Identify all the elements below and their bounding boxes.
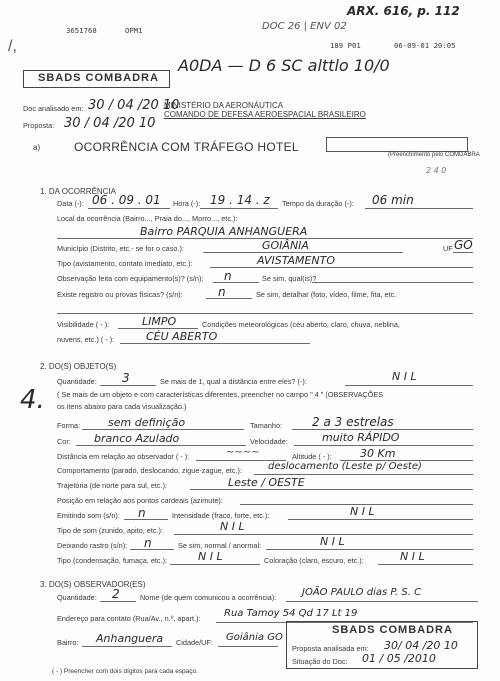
footer-note: ( - ) Preencher com dois dígitos para cada espaço.	[52, 668, 198, 675]
tipo-som-value: N I L	[220, 520, 245, 533]
stamp-proposta-value: 30 / 04 /20 10	[64, 116, 156, 131]
ministry-line-1: MINISTÉRIO DA AERONÁUTICA	[164, 101, 284, 110]
coloracao-value: N I L	[400, 550, 425, 563]
rastro-normal-label: Se sim, normal / anormal:	[178, 541, 262, 550]
hora-label: Hora (-):	[173, 199, 201, 208]
s3-quantidade-label: Quantidade:	[57, 593, 97, 602]
distancia-entre-label: Se mais de 1, qual a distância entre eles? (-):	[160, 377, 307, 386]
tipo-value: AVISTAMENTO	[257, 254, 336, 267]
nome-label: Nome (de quem comunicou a ocorrência):	[140, 593, 277, 602]
stamp-proposta-label: Proposta:	[23, 121, 55, 130]
endereco-label: Endereço para contato (Rua/Av., n.º, apart.):	[57, 614, 201, 623]
distancia-entre-value: N I L	[392, 370, 417, 383]
uf-label: UF	[443, 244, 453, 253]
margin-mark-4: 4.	[20, 385, 45, 415]
tipo-rastro-label: Tipo (condensação, fumaça, etc.):	[57, 556, 168, 565]
stamp-bottom-proposta-label: Proposta analisada em:	[292, 644, 369, 653]
tamanho-label: Tamanho:	[250, 421, 283, 430]
condicoes-label: Condições meteorológicas (céu aberto, claro, chuva, neblina,	[202, 320, 400, 329]
distancia-observador-value: ~~~~	[226, 447, 260, 458]
obs-label: Observação feita com equipamento(s)? (s/n):	[57, 274, 204, 283]
endereco-value: Rua Tamoy 54 Qd 17 Lt 19	[224, 608, 358, 619]
local-value: Bairro PARQUIA ANHANGUERA	[140, 225, 308, 238]
stamp-bottom-title: SBADS COMBADRA	[332, 624, 453, 636]
tipo-rastro-value: N I L	[198, 550, 223, 563]
fax-code-right: 189 P01	[330, 41, 361, 50]
obs-qual-label: Se sim, qual(is)?	[262, 274, 317, 283]
form-title: OCORRÊNCIA COM TRÁFEGO HOTEL	[74, 140, 299, 154]
registro-label: Existe registro ou provas físicas? (s/n):	[57, 290, 183, 299]
cor-label: Cor:	[57, 437, 71, 446]
section-2-heading: 2. DO(S) OBJETO(S)	[40, 362, 117, 371]
visibilidade-value: LIMPO	[142, 315, 177, 328]
archive-reference: ARX. 616, p. 112	[347, 4, 460, 18]
s2-quantidade-label: Quantidade:	[57, 377, 97, 386]
cidade-label: Cidade/UF:	[176, 638, 213, 647]
rastro-label: Deixando rastro (s/n):	[57, 541, 128, 550]
margin-slash-mark: /,	[8, 38, 17, 55]
som-value: n	[138, 506, 146, 520]
cidade-value: Goiânia GO	[226, 632, 283, 643]
fax-datetime: 06-09-01 20:05	[394, 41, 456, 50]
fax-code-left-2: OPM1	[125, 26, 143, 35]
tipo-label: Tipo (avistamento, contato imediato, etc.):	[57, 259, 193, 268]
s2-note-2: os itens abaixo para cada visualização.)	[57, 402, 187, 411]
trajetoria-label: Trajetória (de norte para sul, etc.):	[57, 481, 168, 490]
nuvens-value: CÉU ABERTO	[146, 330, 218, 343]
posicao-label: Posição em relação aos pontos cardeais (azimute):	[57, 496, 223, 505]
municipio-label: Município (Distrito, etc.- se for o caso.):	[57, 244, 184, 253]
coloracao-label: Coloração (claro, escuro, etc.):	[264, 556, 364, 565]
rastro-normal-value: N I L	[320, 535, 345, 548]
s2-quantidade-value: 3	[122, 371, 130, 385]
stamp-top-title: SBADS COMBADRA	[38, 72, 159, 84]
nuvens-label: nuvens, etc.) ( - ):	[57, 335, 115, 344]
rastro-value: n	[144, 536, 152, 550]
document-reference: DOC 26 | ENV 02	[262, 21, 347, 32]
uf-value: GO	[454, 238, 473, 252]
ministry-line-2: COMANDO DE DEFESA AEROESPACIAL BRASILEIRO	[164, 110, 366, 119]
cor-value: branco Azulado	[94, 432, 180, 445]
section-3-heading: 3. DO(S) OBSERVADOR(ES)	[40, 580, 146, 589]
duracao-value: 06 min	[372, 193, 414, 207]
data-label: Data (-):	[57, 199, 84, 208]
intensidade-label: Intensidade (fraco, forte, etc.):	[172, 511, 270, 520]
handwritten-title: A0DA — D 6 SC alttlo 10/0	[178, 56, 390, 75]
comportamento-value: deslocamento (Leste p/ Oeste)	[268, 461, 422, 472]
s2-note-1: ( Se mais de um objeto e com características diferentes, preencher no campo " 4 " (OBSERVAÇÕES	[57, 390, 384, 399]
intensidade-value: N I L	[350, 505, 375, 518]
municipio-value: GOIÂNIA	[262, 239, 309, 252]
fax-code-left: 3651768	[66, 26, 97, 35]
s3-quantidade-value: 2	[112, 587, 120, 601]
comdabra-fill-note: (Preenchimento pelo COMDABRA	[388, 152, 480, 158]
tamanho-value: 2 a 3 estrelas	[312, 415, 394, 429]
hora-value: 19 . 14 . z	[210, 193, 270, 207]
stamp-bottom-situacao-value: 01 / 05 /2010	[362, 652, 436, 665]
bairro-label: Bairro:	[57, 638, 79, 647]
local-label: Local da ocorrência (Bairro..., Praia do..., Morro..., etc.):	[57, 214, 238, 223]
data-value: 06 . 09 . 01	[92, 193, 161, 207]
forma-label: Forma:	[57, 421, 81, 430]
visibilidade-label: Visibilidade ( - ):	[57, 320, 110, 329]
registro-detail-label: Se sim, detalhar (foto, vídeo, filme, fita, etc.	[256, 290, 397, 299]
comdabra-box-note: 2 4 0	[426, 166, 447, 175]
comdabra-fill-box	[326, 137, 468, 152]
tipo-som-label: Tipo de som (zunido, apito, etc.):	[57, 526, 163, 535]
stamp-bottom-situacao-label: Situação do Doc:	[292, 657, 348, 666]
nome-value: JOÃO PAULO dias P. S. C	[302, 587, 422, 598]
comportamento-label: Comportamento (parado, deslocando, zigue-zague, etc.):	[57, 466, 242, 475]
velocidade-value: muito RÁPIDO	[322, 431, 400, 444]
stamp-analisado-label: Doc analisado em:	[23, 104, 84, 113]
registro-value: n	[218, 285, 226, 299]
bairro-value: Anhanguera	[96, 632, 164, 645]
distancia-observador-label: Distância em relação ao observador ( - ):	[57, 452, 190, 461]
form-prefix: a)	[33, 143, 41, 152]
stamp-analisado-value: 30 / 04 /20 10	[88, 98, 180, 113]
section-1-heading: 1. DA OCORRÊNCIA	[40, 187, 117, 196]
duracao-label: Tempo da duração (-):	[282, 199, 354, 208]
velocidade-label: Velocidade:	[250, 437, 288, 446]
altitude-label: Altitude ( - ):	[292, 452, 332, 461]
trajetoria-value: Leste / OESTE	[228, 476, 305, 489]
som-label: Emitindo som (s/n):	[57, 511, 120, 520]
forma-value: sem definição	[108, 416, 186, 429]
obs-value: n	[224, 269, 232, 283]
stamp-bottom-proposta-value: 30/ 04 /20 10	[384, 639, 458, 652]
altitude-value: 30 Km	[360, 447, 396, 460]
